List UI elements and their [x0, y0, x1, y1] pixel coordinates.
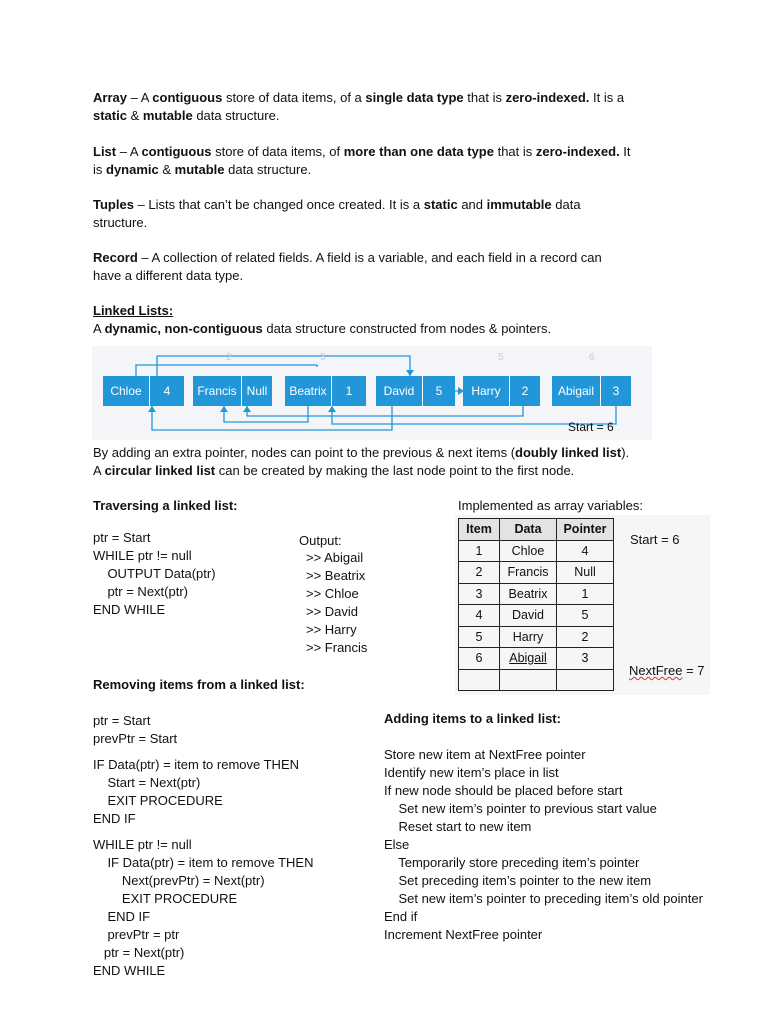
traversing-heading: Traversing a linked list: [93, 498, 238, 513]
table-row [459, 626, 614, 648]
table-row [459, 648, 614, 670]
table-cell: 1 [459, 540, 500, 562]
code-line: Temporarily store preceding item’s pointer [384, 855, 640, 870]
code-line: prevPtr = Start [93, 731, 178, 746]
body-text: It [619, 144, 631, 159]
node-abigail [552, 376, 631, 406]
definition-line [93, 267, 673, 285]
column-header: Item [459, 519, 500, 541]
definition-line [93, 143, 673, 161]
nextfree-value: = 7 [682, 663, 705, 678]
code-line: >> Abigail [306, 550, 364, 565]
table-cell: David [500, 605, 557, 627]
node-pointer: 3 [601, 376, 631, 406]
body-text: store of data items, of a [222, 90, 366, 105]
body-text: & [126, 108, 143, 123]
definition-line [93, 161, 673, 179]
desc-prefix: A [93, 321, 105, 336]
body-text: data [551, 197, 581, 212]
linked-lists-heading [93, 302, 173, 320]
code-line: Increment NextFree pointer [384, 927, 543, 942]
node-data: Beatrix [285, 376, 332, 406]
emphasis-text: contiguous [152, 90, 223, 105]
definition-term: Tuples [93, 197, 134, 212]
table-row [459, 540, 614, 562]
body-text: is [93, 162, 106, 177]
table-cell: Francis [500, 562, 557, 584]
body-text: – Lists that can’t be changed once created. It is a [133, 197, 424, 212]
node-pointer: 4 [150, 376, 184, 406]
table-cell: 3 [557, 648, 614, 670]
ptr-label: 5 [498, 352, 504, 363]
code-line: WHILE ptr != null [93, 548, 192, 563]
code-line: Set new item’s pointer to preceding item’s old pointer [384, 891, 703, 906]
emphasis-text: mutable [174, 162, 225, 177]
node-harry [463, 376, 540, 406]
code-line: ptr = Start [93, 530, 151, 545]
body-text: have a different data type. [93, 268, 244, 283]
emphasis-text: immutable [486, 197, 552, 212]
body-text: that is [463, 90, 506, 105]
definition-line [93, 249, 673, 267]
definition-line [93, 89, 673, 107]
code-line: >> Beatrix [306, 568, 366, 583]
table-cell: Null [557, 562, 614, 584]
code-line: >> Harry [306, 622, 357, 637]
body-text: & [158, 162, 175, 177]
emphasis-text: zero-indexed. [535, 144, 620, 159]
definition-line [93, 196, 673, 214]
node-pointer: 1 [332, 376, 366, 406]
linked-lists-description [93, 320, 551, 338]
code-line: IF Data(ptr) = item to remove THEN [93, 757, 300, 772]
body-text: – A collection of related fields. A field is a variable, and each field in a record can [137, 250, 602, 265]
table-cell: 6 [459, 648, 500, 670]
body-text: and [457, 197, 487, 212]
nextfree-word: NextFree [629, 663, 683, 678]
node-data: Abigail [552, 376, 601, 406]
node-chloe [103, 376, 184, 406]
column-header: Data [500, 519, 557, 541]
definition-array [93, 89, 673, 125]
circular-linked-note [93, 462, 574, 480]
code-line: END WHILE [93, 963, 166, 978]
output-label: Output: [299, 533, 342, 548]
table-cell: 5 [557, 605, 614, 627]
code-line: IF Data(ptr) = item to remove THEN [93, 855, 314, 870]
emphasis-text: more than one data type [343, 144, 494, 159]
ptr-label: 2 [226, 352, 232, 363]
adding-heading: Adding items to a linked list: [384, 711, 561, 726]
table-cell [500, 669, 557, 691]
table-cell: 2 [459, 562, 500, 584]
definition-term: Array [93, 90, 127, 105]
node-beatrix [285, 376, 366, 406]
definition-line [93, 214, 673, 232]
node-francis [193, 376, 272, 406]
table-cell: Abigail [500, 648, 557, 670]
table-cell: 3 [459, 583, 500, 605]
table-row [459, 669, 614, 691]
table-row [459, 605, 614, 627]
emphasis-text: zero-indexed. [505, 90, 590, 105]
code-line: END IF [93, 909, 151, 924]
node-pointer: Null [242, 376, 272, 406]
array-table [458, 518, 614, 691]
ptr-label: 3 [320, 352, 326, 363]
node-data: Harry [463, 376, 510, 406]
diagram-start-label: Start = 6 [568, 420, 614, 434]
code-line: Else [384, 837, 410, 852]
removing-heading: Removing items from a linked list: [93, 677, 305, 692]
array-impl-heading: Implemented as array variables: [458, 498, 643, 513]
table-cell: Harry [500, 626, 557, 648]
code-line: Next(prevPtr) = Next(ptr) [93, 873, 265, 888]
definition-term: Record [93, 250, 138, 265]
body-text: – A [126, 90, 153, 105]
emphasis-text: single data type [365, 90, 464, 105]
code-line: ptr = Start [93, 713, 151, 728]
node-pointer: 5 [423, 376, 455, 406]
code-line: >> Chloe [306, 586, 359, 601]
body-text: structure. [93, 215, 148, 230]
definition-line [93, 107, 673, 125]
table-cell [459, 669, 500, 691]
table-cell: 2 [557, 626, 614, 648]
body-text: It is a [589, 90, 625, 105]
table-cell: 4 [459, 605, 500, 627]
emphasis-text: dynamic [106, 162, 159, 177]
code-line: >> Francis [306, 640, 368, 655]
code-line: EXIT PROCEDURE [93, 793, 223, 808]
table-cell: 5 [459, 626, 500, 648]
code-line: END IF [93, 811, 136, 826]
definition-tuples [93, 196, 673, 232]
column-header: Pointer [557, 519, 614, 541]
doubly-suffix: ). [621, 445, 630, 460]
node-pointer: 2 [510, 376, 540, 406]
table-cell: Beatrix [500, 583, 557, 605]
body-text: – A [116, 144, 142, 159]
definition-record [93, 249, 673, 285]
code-line: End if [384, 909, 418, 924]
code-line: Start = Next(ptr) [93, 775, 201, 790]
definition-term: List [93, 144, 117, 159]
code-line: END WHILE [93, 602, 166, 617]
circular-suffix: can be created by making the last node point to the first node. [215, 463, 575, 478]
code-line: >> David [306, 604, 359, 619]
emphasis-text: static [423, 197, 458, 212]
desc-bold: dynamic, non-contiguous [104, 321, 263, 336]
body-text: store of data items, of [211, 144, 344, 159]
body-text: data structure. [224, 162, 312, 177]
node-data: Francis [193, 376, 242, 406]
code-line: OUTPUT Data(ptr) [93, 566, 216, 581]
code-line: If new node should be placed before start [384, 783, 623, 798]
doubly-linked-note [93, 444, 629, 462]
definition-list [93, 143, 673, 179]
desc-suffix: data structure constructed from nodes & pointers. [262, 321, 552, 336]
table-cell: Chloe [500, 540, 557, 562]
table-cell: 4 [557, 540, 614, 562]
code-line: WHILE ptr != null [93, 837, 192, 852]
node-data: Chloe [103, 376, 150, 406]
code-line: Store new item at NextFree pointer [384, 747, 586, 762]
code-line: Identify new item’s place in list [384, 765, 559, 780]
circular-prefix: A [93, 463, 105, 478]
body-text: that is [493, 144, 536, 159]
code-line: Set new item’s pointer to previous start value [384, 801, 657, 816]
code-line: Set preceding item’s pointer to the new item [384, 873, 652, 888]
code-line: Reset start to new item [384, 819, 532, 834]
node-data: David [376, 376, 423, 406]
nextfree-label [629, 663, 705, 678]
linked-lists-title: Linked Lists: [93, 303, 174, 318]
table-cell [557, 669, 614, 691]
circular-bold: circular linked list [104, 463, 216, 478]
table-row [459, 583, 614, 605]
doubly-prefix: By adding an extra pointer, nodes can point to the previous & next items ( [93, 445, 516, 460]
ptr-label: 6 [589, 352, 595, 363]
table-row [459, 562, 614, 584]
table-cell: 1 [557, 583, 614, 605]
doubly-bold: doubly linked list [515, 445, 622, 460]
emphasis-text: mutable [142, 108, 193, 123]
code-line: ptr = Next(ptr) [93, 584, 188, 599]
node-david [376, 376, 455, 406]
code-line: ptr = Next(ptr) [93, 945, 185, 960]
body-text: data structure. [192, 108, 280, 123]
emphasis-text: static [93, 108, 127, 123]
code-line: prevPtr = ptr [93, 927, 180, 942]
emphasis-text: contiguous [141, 144, 212, 159]
code-line: EXIT PROCEDURE [93, 891, 238, 906]
array-start: Start = 6 [630, 532, 680, 547]
